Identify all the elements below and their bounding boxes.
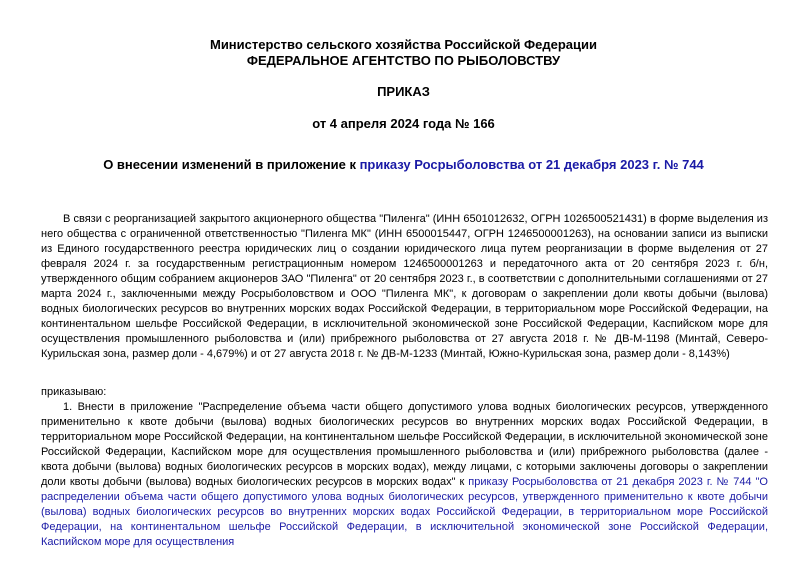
doc-date-number: от 4 апреля 2024 года № 166 (312, 116, 495, 131)
agency-name: ФЕДЕРАЛЬНОЕ АГЕНТСТВО ПО РЫБОЛОВСТВУ (246, 53, 561, 68)
doc-title-link[interactable]: приказу Росрыболовства от 21 декабря 2023 г. № 744 (359, 157, 704, 172)
doc-type: ПРИКАЗ (377, 84, 430, 99)
item-1-paragraph (41, 400, 768, 550)
preamble-paragraph: В связи с реорганизацией закрытого акционерного общества "Пиленга" (ИНН 6501012632, ОГРН 1026500521431) в форме выделения из него общества с ограниченной ответственностью "Пиленга МК" (ИНН 6500015447, ОГРН 1246500001263), на основании записи из выписки из Единого государственного реестра юридических лиц о создании юридического лица путем реорганизации в форме выделения от 27 февраля 2024 г. за государственным регистрационным номером 1246500001263 и передаточного акта от 20 сентября 2023 г. б/н, утвержденного общим собранием акционеров ЗАО "Пиленга" от 20 сентября 2023 г., в соответствии с дополнительными соглашениями от 27 марта 2024 г., заключенными между Росрыболовством и ООО "Пиленга МК", к договорам о закреплении доли квоты добычи (вылова) водных биологических ресурсов во внутренних морских водах Российской Федерации, в территориальном море Российской Федерации, на континентальном шельфе Российской Федерации, в исключительной экономической зоне Российской Федерации, Каспийском море для осуществления промышленного рыболовства и (или) прибрежного рыболовства от 27 августа 2018 г. № ДВ-М-1198 (Минтай, Северо-Курильская зона, размер доли - 4,679%) и от 27 августа 2018 г. № ДВ-М-1233 (Минтай, Южно-Курильская зона, размер доли - 8,143%) (41, 213, 768, 360)
item-1-text: 1. Внести в приложение "Распределение объема части общего допустимого улова водных биологических ресурсов, утвержденного применительно к квоте добычи (вылова) водных биологических ресурсов во внутренних морских водах Российской Федерации, в территориальном море Российской Федерации, на континентальном шельфе Российской Федерации, в исключительной экономической зоне Российской Федерации, Каспийском море для осуществления промышленного рыболовства и (или) прибрежного рыболовства (далее - квота добычи (вылова) водных биологических ресурсов в морских водах), между лицами, с которыми заключены договоры о закреплении доли квоты добычи (вылова) водных биологических ресурсов в морских водах" к (41, 401, 768, 488)
order-word: приказываю: (41, 386, 107, 398)
doc-title (0, 157, 807, 173)
item-1-link[interactable]: приказу Росрыболовства от 21 декабря 2023 г. № 744 "О распределении объема части общего допустимого улова водных биологических ресурсов, утвержденного применительно к квоте добычи (вылова) водных биологических ресурсов во внутренних морских водах Российской Федерации, в территориальном море Российской Федерации, на континентальном шельфе Российской Федерации, в исключительной экономической зоне Российской Федерации, Каспийском море для осуществления (41, 476, 768, 548)
doc-title-prefix: О внесении изменений в приложение к (103, 157, 360, 172)
ministry-name: Министерство сельского хозяйства Российской Федерации (209, 37, 597, 52)
